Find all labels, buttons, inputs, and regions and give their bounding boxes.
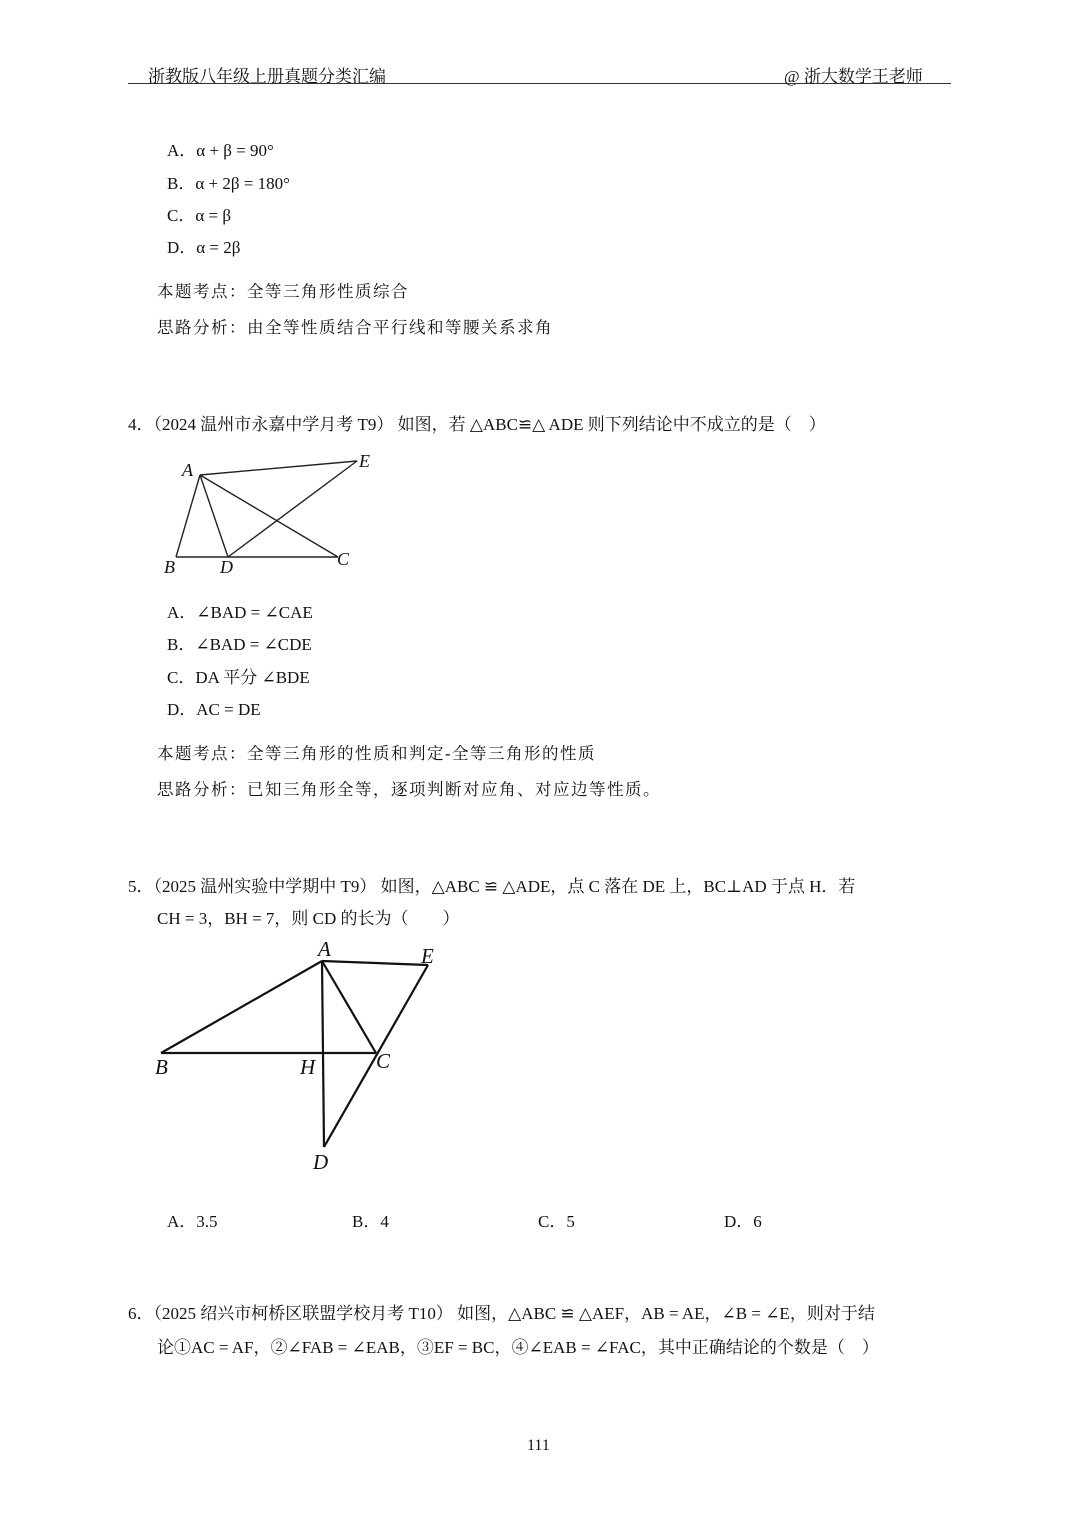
q4-kaodian: 本题考点：全等三角形的性质和判定-全等三角形的性质 xyxy=(157,744,596,763)
q4-silu: 思路分析：已知三角形全等，逐项判断对应角、对应边等性质。 xyxy=(157,780,661,799)
q3-option-c: C．α = β xyxy=(167,206,231,225)
q5-option-a: A．3.5 xyxy=(167,1212,218,1231)
q5-stem-line2: CH = 3，BH = 7，则 CD 的长为（ ） xyxy=(157,909,460,928)
q5-label-d: D xyxy=(313,1150,329,1174)
q5-label-a: A xyxy=(318,937,331,961)
q5-stem-line1: 5．（2025 温州实验中学期中 T9） 如图，△ABC ≌ △ADE，点 C 落在 DE 上，BC⊥AD 于点 H．若 xyxy=(128,877,856,896)
page-number: 111 xyxy=(527,1437,550,1454)
q5-option-b: B．4 xyxy=(352,1212,389,1231)
q5-figure xyxy=(150,935,450,1180)
q5-label-e: E xyxy=(421,944,434,968)
header-title: 浙教版八年级上册真题分类汇编 xyxy=(148,67,386,86)
q4-label-b: B xyxy=(164,557,175,577)
q5-option-c: C．5 xyxy=(538,1212,575,1231)
q4-segment-ac xyxy=(200,475,338,557)
q4-label-e: E xyxy=(359,451,370,471)
q5-segment-ac xyxy=(322,961,376,1053)
q5-label-c: C xyxy=(376,1049,391,1073)
q4-option-b: B．∠BAD = ∠CDE xyxy=(167,635,312,654)
q4-segment-ae xyxy=(200,461,357,475)
q3-option-a: A．α + β = 90° xyxy=(167,141,274,160)
q4-segment-de xyxy=(228,461,357,557)
q3-kaodian: 本题考点：全等三角形性质综合 xyxy=(157,282,409,301)
q4-option-d: D．AC = DE xyxy=(167,700,261,719)
q4-segment-ad xyxy=(200,475,228,557)
q3-option-d: D．α = 2β xyxy=(167,238,241,257)
q5-segment-ae xyxy=(322,961,428,965)
q4-segment-ab xyxy=(176,475,200,557)
q5-option-d: D．6 xyxy=(724,1212,762,1231)
q3-option-b: B．α + 2β = 180° xyxy=(167,174,290,193)
q4-label-c: C xyxy=(337,549,350,569)
q5-label-h: H xyxy=(300,1055,316,1079)
q5-segment-ab xyxy=(161,961,322,1053)
q6-stem-line2: 论①AC = AF，②∠FAB = ∠EAB，③EF = BC，④∠EAB = ∠FAC，其中正确结论的个数是（ ） xyxy=(157,1338,879,1357)
q4-label-a: A xyxy=(182,460,193,480)
q3-silu: 思路分析：由全等性质结合平行线和等腰关系求角 xyxy=(157,318,553,337)
q4-stem: 4．（2024 温州市永嘉中学月考 T9） 如图，若 △ABC≌△ ADE 则下列结论中不成立的是（ ） xyxy=(128,415,826,434)
q4-option-a: A．∠BAD = ∠CAE xyxy=(167,603,313,622)
q4-label-d: D xyxy=(220,557,233,577)
q4-option-c: C．DA 平分 ∠BDE xyxy=(167,668,310,687)
q5-label-b: B xyxy=(155,1055,168,1079)
header-rule xyxy=(128,83,951,84)
q4-figure xyxy=(150,445,390,580)
q6-stem-line1: 6．（2025 绍兴市柯桥区联盟学校月考 T10） 如图，△ABC ≌ △AEF，AB = AE，∠B = ∠E，则对于结 xyxy=(128,1304,875,1323)
header-author: @ 浙大数学王老师 xyxy=(784,67,923,86)
